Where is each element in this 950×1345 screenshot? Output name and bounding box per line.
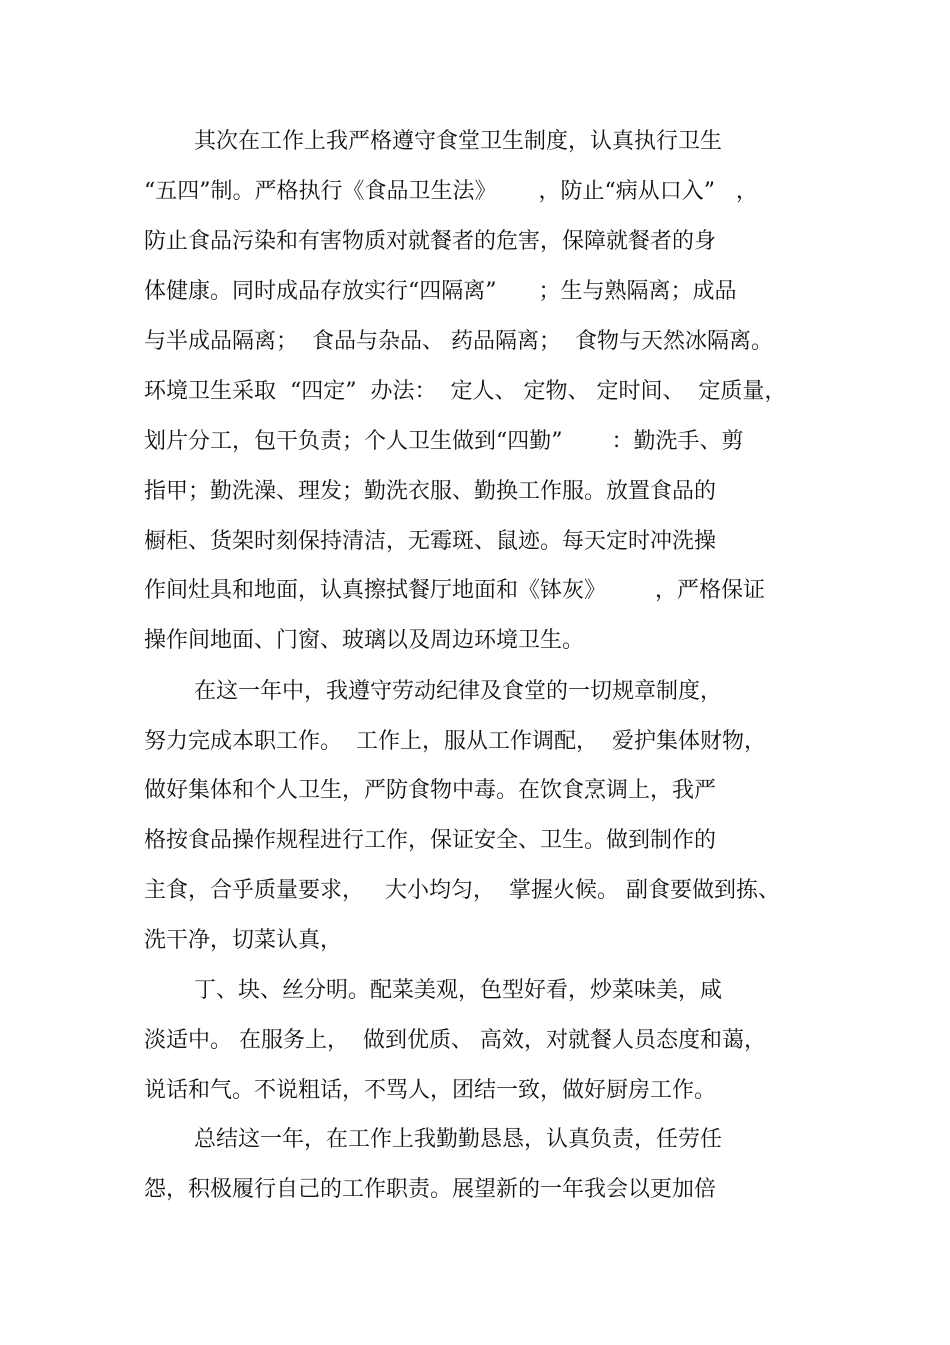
- text-line: 洗干净，切菜认真，: [144, 928, 343, 953]
- text-line: 格按食品操作规程进行工作，保证安全、卫生。做到制作的: [144, 828, 717, 853]
- text-line: 操作间地面、门窗、玻璃以及周边环境卫生。: [144, 628, 585, 653]
- text-line: 体健康。同时成品存放实行“四隔离” ；生与熟隔离；成品: [144, 279, 737, 304]
- text-line: 努力完成本职工作。 工作上，服从工作调配， 爱护集体财物，: [144, 729, 766, 754]
- text-line: 划片分工，包干负责；个人卫生做到“四勤” ：勤洗手、剪: [144, 429, 744, 454]
- text-line: 怨，积极履行自己的工作职责。展望新的一年我会以更加倍: [144, 1177, 717, 1202]
- text-line: 主食，合乎质量要求， 大小均匀， 掌握火候。 副食要做到拣、: [144, 878, 780, 903]
- text-line: 在这一年中，我遵守劳动纪律及食堂的一切规章制度，: [194, 679, 723, 704]
- text-line: 橱柜、货架时刻保持清洁，无霉斑、鼠迹。每天定时冲洗操: [144, 529, 717, 554]
- text-line: 做好集体和个人卫生，严防食物中毒。在饮食烹调上，我严: [144, 778, 717, 803]
- text-line: “五四”制。严格执行《食品卫生法》 ，防止“病从口入” ，: [144, 179, 758, 204]
- text-line: 与半成品隔离； 食品与杂品、 药品隔离； 食物与天然冰隔离。: [144, 329, 773, 354]
- text-line: 说话和气。不说粗话，不骂人，团结一致，做好厨房工作。: [144, 1078, 717, 1103]
- text-line: 作间灶具和地面，认真擦拭餐厅地面和《钵灰》 ，严格保证: [144, 578, 765, 603]
- text-line: 环境卫生采取 “四定” 办法： 定人、 定物、 定时间、 定质量，: [144, 379, 787, 404]
- text-line: 淡适中。 在服务上， 做到优质、 高效，对就餐人员态度和蔼，: [144, 1028, 766, 1053]
- text-line: 指甲；勤洗澡、理发；勤洗衣服、勤换工作服。放置食品的: [144, 479, 717, 504]
- text-line: 防止食品污染和有害物质对就餐者的危害，保障就餐者的身: [144, 229, 717, 254]
- text-line: 总结这一年，在工作上我勤勤恳恳，认真负责，任劳任: [194, 1127, 723, 1152]
- text-line: 其次在工作上我严格遵守食堂卫生制度，认真执行卫生: [194, 129, 723, 154]
- text-line: 丁、块、丝分明。配菜美观，色型好看，炒菜味美，咸: [194, 978, 723, 1003]
